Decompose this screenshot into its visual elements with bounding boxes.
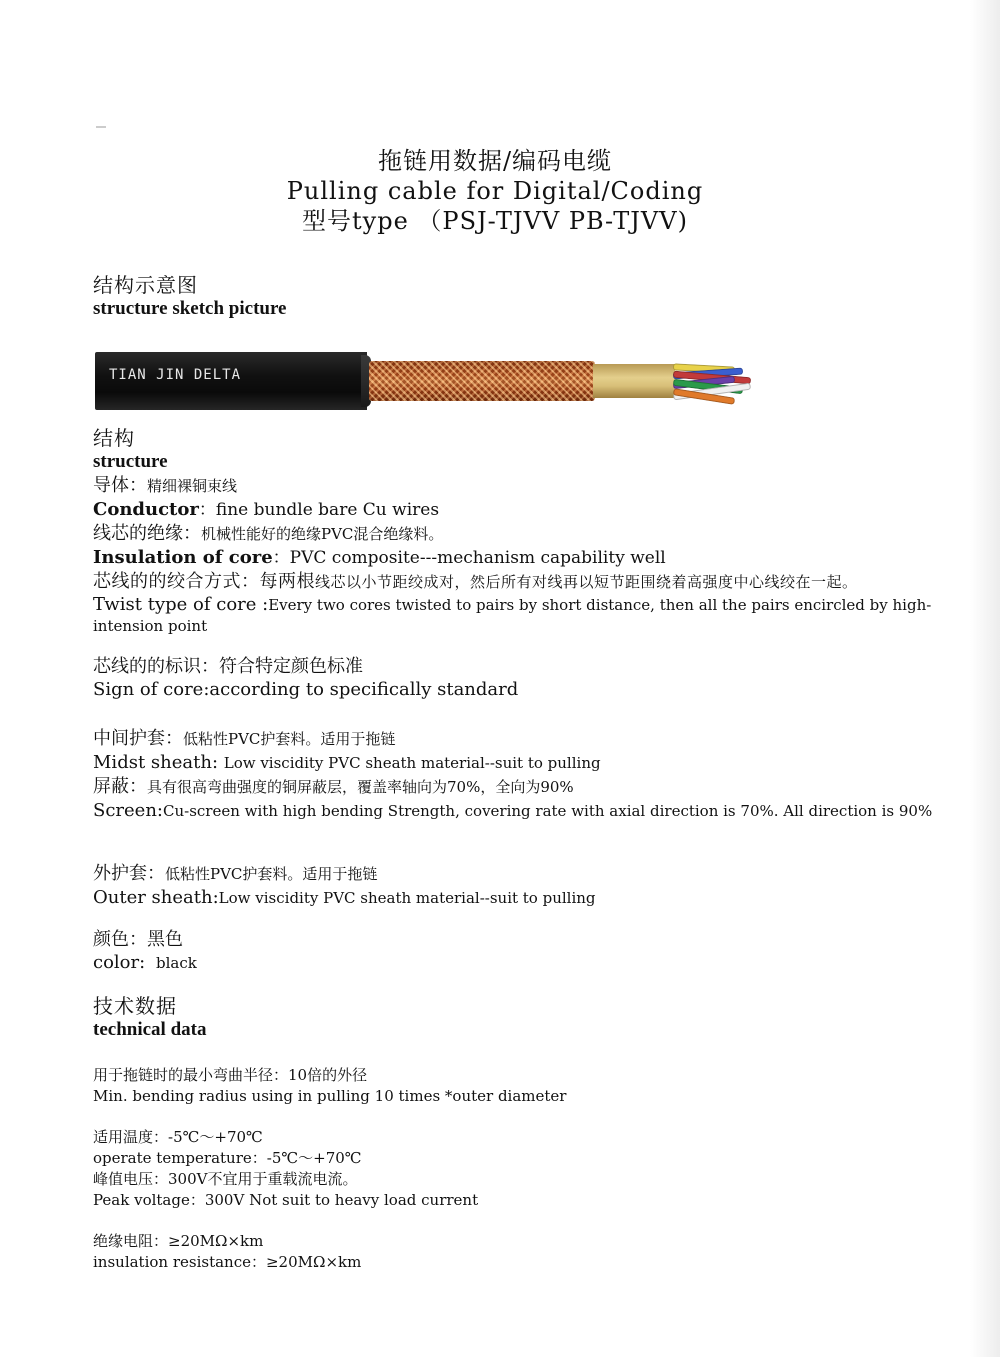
screen-cn-value: 具有很高弯曲强度的铜屏蔽层，覆盖率轴向为70%，全向为90%	[147, 778, 574, 796]
midst-en-value: Low viscidity PVC sheath material--suit to pulling	[223, 754, 601, 772]
conductor-cn-label: 导体：	[93, 475, 147, 496]
twist-cn-value: 线芯以小节距绞成对，然后所有对线再以短节距围绕着高强度中心线绞在一起。	[315, 573, 858, 591]
technical-heading	[93, 994, 206, 1042]
bend-en: Min. bending radius using in pulling 10 times *outer diameter	[93, 1087, 567, 1105]
bending-radius	[93, 1065, 566, 1107]
insulation-en-value: ：PVC composite---mechanism capability well	[272, 548, 666, 568]
title-model: 型号type （PSJ-TJVV PB-TJVV)	[302, 207, 688, 235]
midst-cn	[93, 727, 932, 751]
twist-en	[93, 594, 953, 637]
midst-cn-value: 低粘性PVC护套料。适用于拖链	[183, 730, 396, 748]
screen-en-label: Screen:	[93, 800, 163, 821]
conductor-en	[93, 498, 953, 522]
cable-core-wires	[673, 363, 753, 399]
insulation-cn	[93, 522, 953, 546]
color-en	[93, 951, 197, 975]
conductor-cn-value: 精细裸铜束线	[147, 477, 238, 495]
twist-en-label: Twist type of core :	[93, 594, 269, 615]
insulation-cn-label: 线芯的绝缘：	[93, 523, 201, 544]
insulation-resistance	[93, 1231, 361, 1273]
sketch-heading-en: structure sketch picture	[93, 298, 287, 319]
outer-en-value: Low viscidity PVC sheath material--suit to pulling	[218, 889, 596, 907]
screen-en	[93, 799, 932, 823]
cable-midst-sheath	[593, 364, 675, 398]
screen-cn	[93, 775, 932, 799]
insulation-en	[93, 546, 953, 570]
bend-cn: 用于拖链时的最小弯曲半径：10倍的外径	[93, 1066, 368, 1084]
temp-cn: 适用温度：-5℃～+70℃	[93, 1128, 263, 1146]
title-cn: 拖链用数据/编码电缆	[377, 147, 613, 175]
volt-cn: 峰值电压：300V不宜用于重载流电流。	[93, 1170, 358, 1188]
technical-heading-en: technical data	[93, 1019, 207, 1040]
sign-en: Sign of core:according to specifically standard	[93, 679, 519, 700]
outer-en-label: Outer sheath:	[93, 887, 219, 908]
midst-screen-section	[93, 727, 932, 823]
cable-outer-sheath	[95, 352, 367, 410]
technical-heading-cn: 技术数据	[93, 994, 177, 1018]
sign-section	[93, 655, 518, 701]
screen-cn-label: 屏蔽：	[93, 776, 147, 797]
temperature-voltage	[93, 1127, 478, 1211]
temp-en: operate temperature：-5℃～+70℃	[93, 1149, 362, 1167]
screen-en-value: Cu-screen with high bending Strength, covering rate with axial direction is 70%. All direction is 90%	[162, 802, 933, 820]
structure-heading-cn: 结构	[93, 426, 135, 450]
twist-en-value: Every two cores twisted to pairs by short distance, then all the pairs encircled by high-intension point	[93, 596, 932, 635]
color-section	[93, 928, 197, 975]
color-cn: 颜色：黑色	[93, 929, 183, 950]
ins-en: insulation resistance：≥20MΩ×km	[93, 1253, 362, 1271]
cable-picture	[95, 351, 755, 411]
midst-cn-label: 中间护套：	[93, 728, 183, 749]
cable-print-text: TIAN JIN DELTA	[109, 367, 242, 383]
conductor-cn	[93, 474, 953, 498]
structure-section	[93, 426, 953, 637]
outer-cn-value: 低粘性PVC护套料。适用于拖链	[165, 865, 378, 883]
insulation-cn-value: 机械性能好的绝缘PVC混合绝缘料。	[201, 525, 444, 543]
color-en-value: black	[156, 954, 197, 972]
volt-en: Peak voltage：300V Not suit to heavy load current	[93, 1191, 479, 1209]
title-block	[0, 146, 990, 236]
midst-en	[93, 751, 932, 775]
outer-cn	[93, 862, 596, 886]
twist-cn	[93, 570, 953, 594]
conductor-en-value: ：fine bundle bare Cu wires	[198, 500, 440, 520]
title-en: Pulling cable for Digital/Coding	[286, 177, 704, 205]
midst-en-label: Midst sheath:	[93, 752, 224, 773]
twist-cn-label: 芯线的的绞合方式：每两根	[93, 571, 315, 592]
scan-speck	[96, 126, 106, 128]
outer-sheath-section	[93, 862, 596, 910]
sketch-heading-cn: 结构示意图	[93, 273, 198, 297]
structure-heading-en: structure	[93, 451, 168, 472]
sign-cn: 芯线的的标识：符合特定颜色标准	[93, 656, 363, 677]
insulation-en-label: Insulation of core	[93, 547, 273, 568]
color-en-label: color:	[93, 952, 146, 973]
conductor-en-label: Conductor	[93, 499, 199, 520]
cable-copper-braid	[369, 361, 595, 401]
outer-en	[93, 886, 596, 910]
sketch-heading	[93, 273, 287, 321]
ins-cn: 绝缘电阻：≥20MΩ×km	[93, 1232, 264, 1250]
outer-cn-label: 外护套：	[93, 863, 165, 884]
